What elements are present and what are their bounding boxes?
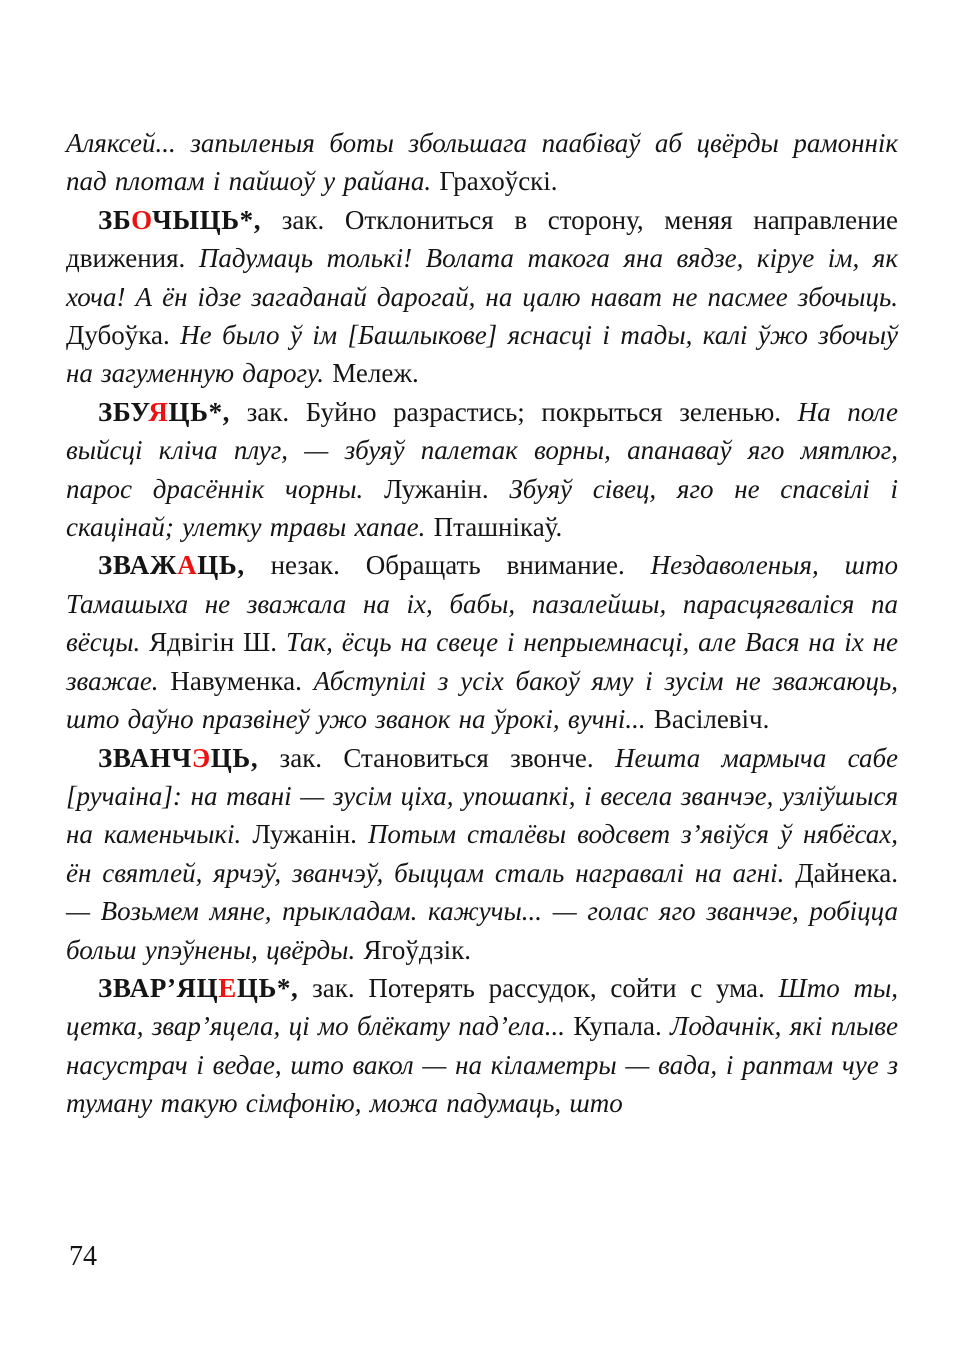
- page-text: [66, 124, 898, 1123]
- plain-text: зак. Буйно разрастись; покрыться зеленью.: [230, 396, 798, 427]
- plain-text: зак. Отклониться в сторону, меняя направление движения.: [66, 204, 898, 274]
- plain-text: незак. Обращать внимание.: [244, 550, 651, 581]
- stressed-letter: А: [177, 550, 198, 581]
- plain-text: Дубоўка.: [66, 320, 181, 351]
- plain-text: зак. Становиться звонче.: [258, 742, 615, 773]
- headword-text: ЦЬ,: [210, 742, 259, 773]
- plain-text: зак. Потерять рассудок, сойти с ума.: [298, 972, 779, 1003]
- plain-text: Васілевіч.: [653, 704, 770, 735]
- headword-text: ЦЬ*,: [168, 396, 231, 427]
- plain-text: Мележ.: [332, 358, 419, 389]
- stressed-letter: Е: [218, 972, 237, 1003]
- dictionary-entry: [66, 393, 898, 547]
- plain-text: Лужанін.: [252, 819, 368, 850]
- example-text: Не было ў ім [Башлыкове] яснасці і тады, калі ўжо збочыў на загуменную дарогу.: [66, 320, 898, 389]
- example-text: Абступілі з усіх бакоў яму і зусім не зважаюць, што даўно празвінеў ужо званок на ўрокі, вучні...: [66, 665, 898, 735]
- plain-text: Навуменка.: [170, 665, 314, 696]
- stressed-letter: Я: [148, 396, 169, 427]
- headword-text: ЦЬ,: [197, 550, 245, 581]
- plain-text: Купала.: [573, 1011, 671, 1042]
- example-text: Збуяў сівец, яго не спасвілі і скацінай; улетку травы хапае.: [66, 473, 898, 543]
- headword-text: ЗВАНЧ: [98, 742, 192, 773]
- example-text: Падумаць толькі! Волата такога яна вядзе, кіруе ім, як хоча! А ён ідзе загаданай дарогай, на цалю нават не пасмее збочыць.: [66, 243, 898, 312]
- stressed-letter: О: [131, 204, 153, 235]
- headword-text: ЧЫЦЬ*,: [152, 204, 262, 235]
- example-text: Нешта мармыча сабе [ручаіна]: на твані — зусім ціха, упошапкі, і весела званчэе, узліўшыся на каменьчыкі.: [66, 742, 899, 850]
- example-text: Што ты, цетка, звар’яцела, ці мо блёкату пад’ела...: [66, 972, 898, 1042]
- stressed-letter: Э: [191, 742, 211, 773]
- example-text: Лодачнік, які плыве насустрач і ведае, што вакол — на кіламетры — вада, і раптам чуе з туману такую сімфонію, можа падумаць, што: [66, 1011, 898, 1119]
- plain-text: Дайнека.: [795, 857, 898, 888]
- plain-text: Лужанін.: [384, 473, 510, 504]
- plain-text: Ядвігін Ш.: [149, 627, 286, 658]
- dictionary-entry: [66, 546, 898, 738]
- headword-text: ЗБУ: [98, 396, 149, 427]
- plain-text: Грахоўскі.: [439, 166, 558, 197]
- dictionary-entry: [66, 739, 898, 969]
- dictionary-entry: [66, 969, 898, 1123]
- page-footer: [69, 1242, 97, 1272]
- page-number: 74: [69, 1241, 97, 1272]
- dictionary-entry: [66, 201, 898, 393]
- headword-text: ЗБ: [98, 204, 132, 235]
- headword-text: ЦЬ*,: [236, 972, 299, 1003]
- example-text: Аляксей... запыленыя боты збольшага паабіваў аб цвёрды рамоннік пад плотам і пайшоў у райана.: [66, 128, 898, 197]
- headword-text: ЗВАР’ЯЦ: [98, 972, 219, 1003]
- example-text: Нездаволеныя, што Тамашыха не зважала на іх, бабы, пазалейшы, парасцягваліся па вёсцы.: [66, 550, 898, 658]
- example-text: Потым сталёвы водсвет з’явіўся ў нябёсах, ён святлей, ярчэў, званчэў, быццам сталь награвалі на агні.: [66, 819, 898, 888]
- plain-text: Ягоўдзік.: [363, 934, 471, 965]
- plain-text: Пташнікаў.: [433, 512, 563, 543]
- headword-text: ЗВАЖ: [98, 550, 178, 581]
- example-text: На поле выйсці кліча плуг, — збуяў палетак ворны, апанаваў яго мятлюг, парос драсённік чорны.: [66, 396, 898, 504]
- example-text: Так, ёсць на свеце і непрыемнасці, але Вася на іх не зважае.: [66, 627, 898, 696]
- example-text: — Возьмем мяне, прыкладам. кажучы... — голас яго званчэе, робіцца больш упэўнены, цвёрды.: [66, 896, 898, 965]
- continuation-paragraph: [66, 124, 898, 201]
